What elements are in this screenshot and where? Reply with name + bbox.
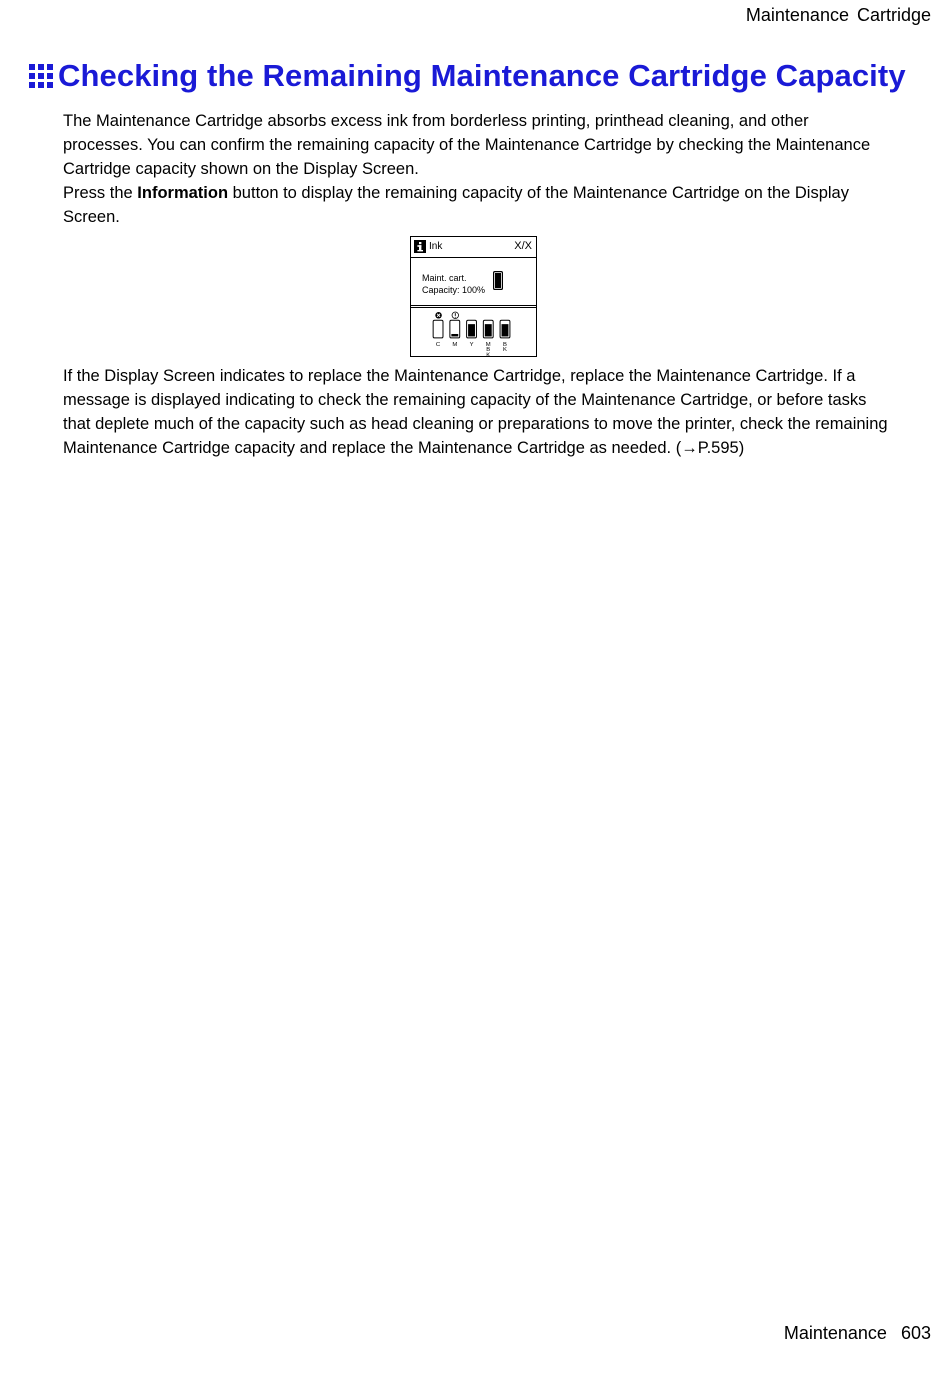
running-head: Maintenance Cartridge xyxy=(745,5,931,25)
warning-mark-icon xyxy=(452,312,458,318)
replacement-paragraph: If the Display Screen indicates to replace the Maintenance Cartridge, replace the Maintenance Cartridge. If a message is displayed indicating to check the remaining capacity of the Maintenance Cartridge, or before tasks that deplete much of the capacity such as head cleaning or preparations to move the printer, check the remaining Maintenance Cartridge capacity and replace the Maintenance Cartridge as needed. (→P.595) xyxy=(63,367,888,457)
instruction-paragraph xyxy=(63,181,893,229)
section-heading xyxy=(28,58,906,94)
lcd-divider xyxy=(411,305,536,308)
ink-label-mbk: M B K xyxy=(485,341,491,357)
instruction-suffix: button to display the remaining capacity of the Maintenance Cartridge on the Display Screen. xyxy=(63,184,849,226)
information-button-name: Information xyxy=(137,184,229,202)
ink-levels-panel xyxy=(411,309,536,357)
ink-label-y: Y xyxy=(469,341,474,348)
page-title: Checking the Remaining Maintenance Cartridge Capacity xyxy=(58,58,906,93)
ink-label-c: C xyxy=(435,341,441,348)
page-number: 603 xyxy=(900,1323,931,1343)
lcd-header-label: Ink xyxy=(429,241,443,252)
lcd-header xyxy=(411,237,536,258)
ink-label-m: M xyxy=(452,341,458,348)
ink-tank-mbk xyxy=(483,320,493,338)
replacement-guidance xyxy=(63,364,893,460)
ink-tank-bk xyxy=(500,320,510,338)
intro-text xyxy=(63,109,893,229)
ink-tank-y xyxy=(467,320,477,338)
ink-tank-m xyxy=(450,320,460,338)
ink-tank-c xyxy=(433,320,443,338)
information-icon xyxy=(414,240,426,253)
ink-label-bk: B K xyxy=(503,341,507,354)
error-mark-icon xyxy=(435,312,441,318)
display-screen-illustration xyxy=(410,236,537,357)
intro-paragraph: The Maintenance Cartridge absorbs excess ink from borderless printing, printhead cleaning, and other processes. You can confirm the remaining capacity of the Maintenance Cartridge by checking the Maintenance Cartridge capacity shown on the Display Screen. xyxy=(63,112,871,178)
instruction-prefix: Press the xyxy=(63,184,138,202)
page-footer xyxy=(784,1323,931,1344)
lcd-capacity-value: Capacity: 100% xyxy=(422,285,486,295)
lcd-page-indicator: X/X xyxy=(514,240,532,252)
footer-section: Maintenance xyxy=(783,1323,887,1343)
lcd-maint-cart-label: Maint. cart. xyxy=(422,273,467,283)
grid-bullet-icon xyxy=(28,63,54,89)
maintenance-cartridge-icon xyxy=(493,271,503,290)
